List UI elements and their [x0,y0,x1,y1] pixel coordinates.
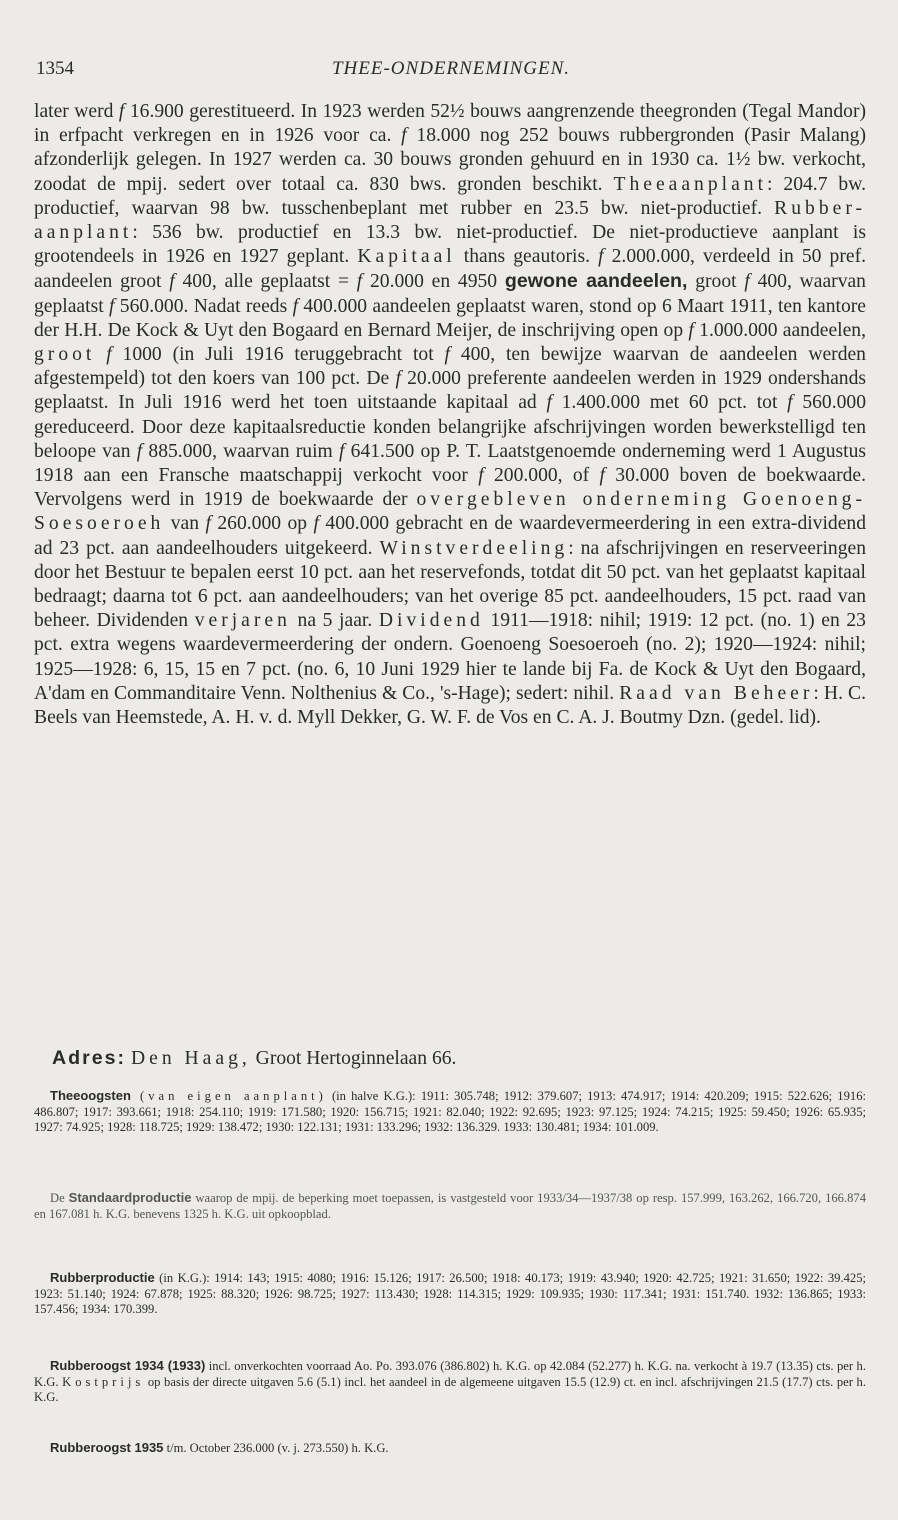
text-run: : H. C. Beels van Heemstede, A. H. v. d. Myll Dekker, G. W. F. de Vos en C. A. J. Boutmy Dzn. (gedel. lid). [34,682,867,729]
company-description [34,100,866,730]
text-run: thans geautoris. [455,246,599,268]
running-title: THEE-ONDERNEMINGEN. [331,58,570,79]
text-run: 400, alle geplaatst = [174,271,357,293]
spaced-word-kostprijs: Kostprijs [62,1374,145,1389]
text-run: 1.000.000 aandeelen, [693,319,866,341]
theeoogsten-heading: Theeoogsten [50,1088,131,1103]
section-heading-rubberaanplant: Rubber-aanplant [34,197,866,244]
section-heading-raad-van-beheer: Raad van Beheer [619,682,814,704]
text-run: 1911—1918: nihil; 1919: 12 pct. (no. 1) en 23 pct. extra wegens waardevermeerdering der ondern. Goenoeng Soesoeroeh (no. 2); 1920—1924: nihil; 1925—1928: 6, 15, 15 en 7 pct. (no. 6, 10 Juni 1929 hier te lande bij Fa. de Kock & Uyt den Bogaard, A'dam en Commanditaire Venn. Nolthenius & Co., 's-Hage); sedert: nihil. [34,610,866,704]
spaced-word-verjaren: verjaren [194,610,291,632]
address-line [52,1046,864,1071]
rubberoogst-1934-paragraph [34,1358,866,1406]
theeoogsten-paragraph [34,1088,866,1136]
florin-sign: f [444,344,450,366]
text-run: groot [687,271,745,293]
standaardproductie-figures: waarop de mpij. de beperking moet toepassen, is vastgesteld voor 1933/34—1937/38 op resp. 157.999, 163.262, 166.720, 166.874 en 167.081 h. K.G. benevens 1325 h. K.G. uit opkoopblad. [34,1191,866,1221]
spaced-word-groot: groot [34,344,96,366]
text-run [95,344,106,365]
text-run: 16.900 gerestitueerd. In 1923 werden 52½ bouws aangrenzende theegronden (Tegal Mandor) in erfpacht verkregen en in 1926 voor ca. [34,101,866,147]
standaardproductie-heading: Standaardproductie [68,1190,192,1205]
text-run: 2.000.000, verdeeld in 50 pref. aandeelen groot [34,246,866,293]
text-run: : 204.7 bw. productief, waarvan 98 bw. tusschenbeplant met rubber en 23.5 bw. niet-productief. [34,173,867,219]
text-run: 885.000, waarvan ruim [142,440,339,462]
text-run: incl. onverkochten voorraad Ao. Po. 393.076 (386.802) h. K.G. op 42.084 (52.277) h. K.G. na. verkocht à 19.7 (13.35) cts. per h. K.G. [34,1359,866,1389]
text-run: 560.000 gereduceerd. Door deze kapitaalsreductie konden belangrijke afschrijvingen worden bewerkstelligd ten beloope van [34,392,867,462]
text-run: van [164,513,206,535]
florin-sign: f [478,465,484,487]
rubberproductie-figures: (in K.G.): 1914: 143; 1915: 4080; 1916: 15.126; 1917: 26.500; 1918: 40.173; 1919: 43.940; 1920: 42.725; 1921: 31.650; 1922: 39.425; 1923: 51.140; 1924: 67.878; 1925: 88.320; 1926: 98.725; 1927: 113.430; 1928: 114.315; 1929: 109.935; 1930: 117.341; 1931: 151.740. 1932: 136.865; 1933: 157.456; 1934: 170.399. [34,1271,866,1317]
florin-sign: f [313,513,319,535]
text-run: : na afschrijvingen en reserveeringen door het Bestuur te bepalen eerst 10 pct. aan het reservefonds, totdat dit 50 pct. van het geplaatst kapitaal bedraagt; daarna tot 6 pct. aan aandeelhouders; van het overige 85 pct. aandeelhouders, 15 pct. raad van beheer. Dividenden [34,537,867,632]
florin-sign: f [106,344,112,366]
theeoogsten-spaced-note: (van eigen aanplant) [130,1089,327,1103]
florin-sign: f [744,271,750,293]
text-run: 400.000 aandeelen geplaatst waren, stond op 6 Maart 1911, ten kantore der H.H. De Kock & Uyt den Bogaard en Bernard Meijer, de inschrijving open op [34,295,867,341]
text-run: 560.000. Nadat reeds [114,295,293,317]
section-heading-kapitaal: Kapitaal [357,246,456,268]
text-run: 1000 (in Juli 1916 teruggebracht tot [111,344,445,366]
florin-sign: f [118,101,125,122]
florin-sign: f [339,440,345,462]
florin-sign: f [599,465,605,487]
florin-sign: f [401,125,407,147]
rubberoogst-1935-heading: Rubberoogst 1935 [50,1440,164,1455]
text-run: 400, waarvan geplaatst [34,271,866,317]
florin-sign: f [395,368,401,390]
text-run: na 5 jaar. [290,610,379,632]
section-heading-dividend: Dividend [378,610,484,632]
text-run: : 536 bw. productief en 13.3 bw. niet-productief. De niet-productieve aanplant is grootendeels in 1926 en 1927 geplant. [34,222,866,268]
florin-sign: f [787,392,793,414]
florin-sign: f [205,513,211,535]
text-run: later werd [34,101,119,122]
section-heading-winstverdeeling: Winstverdeeling [379,537,569,559]
text-run: 20.000 en 4950 [362,271,505,293]
text-run: 30.000 boven de boekwaarde. Vervolgens werd in 1919 de boekwaarde der [34,465,866,511]
text-run: 260.000 op [210,513,314,535]
theeoogsten-figures: (in halve K.G.): 1911: 305.748; 1912: 379.607; 1913: 474.917; 1914: 420.209; 1915: 522.626; 1916: 486.807; 1917: 393.661; 1918: 254.110; 1919: 171.580; 1920: 156.715; 1921: 82.040; 1922: 92.695; 1923: 97.125; 1924: 74.215; 1925: 59.450; 1926: 65.935; 1927: 74.925; 1928: 118.725; 1929: 138.472; 1930: 122.131; 1931: 133.296; 1932: 136.329. 1933: 130.481; 1934: 101.009. [34,1089,866,1135]
florin-sign: f [688,319,694,341]
spaced-phrase-overgebleven-onderneming: overgebleven onderneming Goenoeng-Soesoeroeh [34,489,866,535]
rubberoogst-1934-heading: Rubberoogst 1934 (1933) [50,1358,206,1373]
bold-phrase-gewone-aandeelen: gewone aandeelen, [504,270,688,293]
rubberproductie-heading: Rubberproductie [50,1270,155,1285]
rubberoogst-1935-figures: t/m. October 236.000 (v. j. 273.550) h. K.G. [163,1441,389,1455]
address-label: Adres: [52,1047,127,1069]
text-run: 641.500 op P. T. Laatstgenoemde onderneming werd 1 Augustus 1918 aan een Fransche maatschappij verkocht voor [34,440,866,487]
standaardproductie-paragraph [34,1190,866,1222]
section-heading-theeaanplant: Theeaanplant [613,173,768,195]
text-run: 20.000 preferente aandeelen werden in 1929 ondershands geplaatst. In Juli 1916 werd het toen uitstaande kapitaal ad [34,368,866,414]
florin-sign: f [169,271,175,293]
rubberproductie-paragraph [34,1270,866,1318]
florin-sign: f [546,392,552,414]
florin-sign: f [109,295,115,317]
florin-sign: f [136,440,143,462]
text-run: 18.000 nog 252 bouws rubbergronden (Pasir Malang) afzonderlijk gelegen. In 1927 werden ca. 30 bouws gronden gehuurd en in 1930 ca. 1½ bw. verkocht, zoodat de mpij. sedert over totaal ca. 830 bws. gronden beschikt. [34,125,867,195]
text-run: 400, ten bewijze waarvan de aandeelen werden afgestempeld) tot den koers van 100 pct. De [34,344,866,390]
florin-sign: f [356,271,363,293]
text-run: 1.400.000 met 60 pct. tot [551,392,788,414]
text-run: De [50,1191,69,1205]
page-number: 1354 [36,58,74,79]
address-city: Den Haag, [130,1048,251,1069]
text-run: op basis der directe uitgaven 5.6 (5.1) incl. het aandeel in de algemeene uitgaven 15.5 (12.9) ct. en incl. afschrijvingen 21.5 (17.7) cts. per h. K.G. [34,1374,866,1405]
address-street: Groot Hertoginnelaan 66. [250,1048,457,1069]
page-header [36,58,866,86]
rubberoogst-1935-paragraph [34,1440,866,1457]
text-run: 200.000, of [483,465,600,487]
florin-sign: f [598,246,604,268]
text-run: 400.000 gebracht en de waardevermeerdering in een extra-dividend ad 23 pct. aan aandeelhouders uitgekeerd. [34,513,867,559]
florin-sign: f [292,295,299,317]
